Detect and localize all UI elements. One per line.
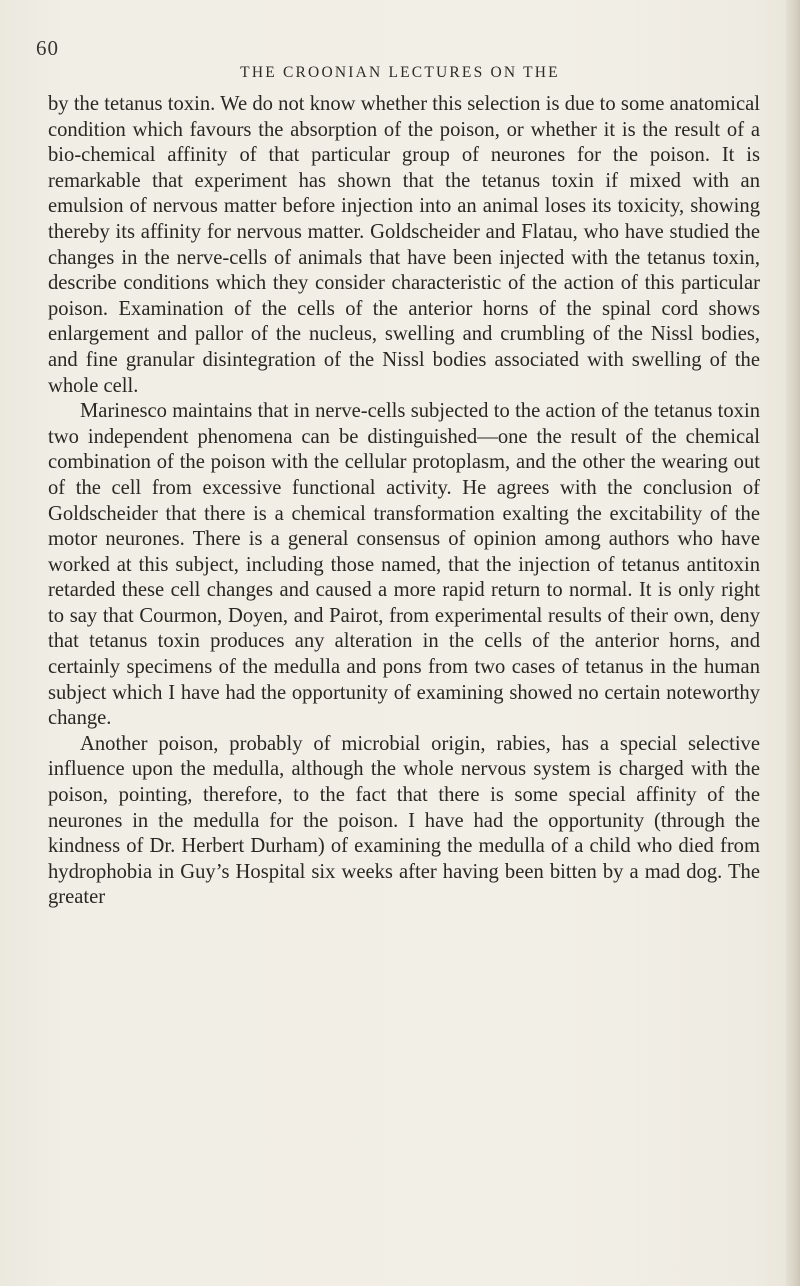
running-head: THE CROONIAN LECTURES ON THE xyxy=(240,64,560,81)
body-text xyxy=(48,92,760,911)
paragraph-rabies: Another poison, probably of microbial origin, rabies, has a special selective influence upon the medulla, although the whole nervous system is charged with the poison, pointing, therefore, to the fact that there is some special affinity of the neurones in the medulla for the poison. I have had the opportunity (through the kindness of Dr. Herbert Durham) of examining the medulla of a child who died from hydrophobia in Guy’s Hospital six weeks after having been bitten by a mad dog. The greater xyxy=(48,732,760,909)
paragraph-marinesco: Marinesco maintains that in nerve-cells subjected to the action of the tetanus toxin two independent phenomena can be distinguished—one the result of the chemical combination of the poison with the cellular protoplasm, and the other the wearing out of the cell from excessive functional activity. He agrees with the conclusion of Goldscheider that there is a chemical transformation exalting the excitability of the motor neurones. There is a general consensus of opinion among authors who have worked at this subject, including those named, that the injection of tetanus antitoxin retarded these cell changes and caused a more rapid return to normal. It is only right to say that Courmon, Doyen, and Pairot, from experimental results of their own, deny that tetanus toxin produces any alteration in the cells of the anterior horns, and certainly specimens of the medulla and pons from two cases of tetanus in the human subject which I have had the opportunity of examining showed no certain noteworthy change. xyxy=(48,400,760,730)
page-edge-shadow xyxy=(786,0,800,1286)
paragraph-continuation: by the tetanus toxin. We do not know whether this selection is due to some anatomical condition which favours the absorption of the poison, or whether it is the result of a bio-chemical affinity of that particular group of neurones for the poison. It is remarkable that experiment has shown that the tetanus toxin if mixed with an emulsion of nervous matter before injection into an animal loses its toxicity, showing thereby its affinity for nervous matter. Goldscheider and Flatau, who have studied the changes in the nerve-cells of animals that have been injected with the tetanus toxin, describe conditions which they consider characteristic of the action of this particular poison. Examination of the cells of the anterior horns of the spinal cord shows enlargement and pallor of the nucleus, swelling and crumbling of the Nissl bodies, and fine granular disintegration of the Nissl bodies associated with swelling of the whole cell. xyxy=(48,93,760,397)
page-number: 60 xyxy=(36,36,59,60)
